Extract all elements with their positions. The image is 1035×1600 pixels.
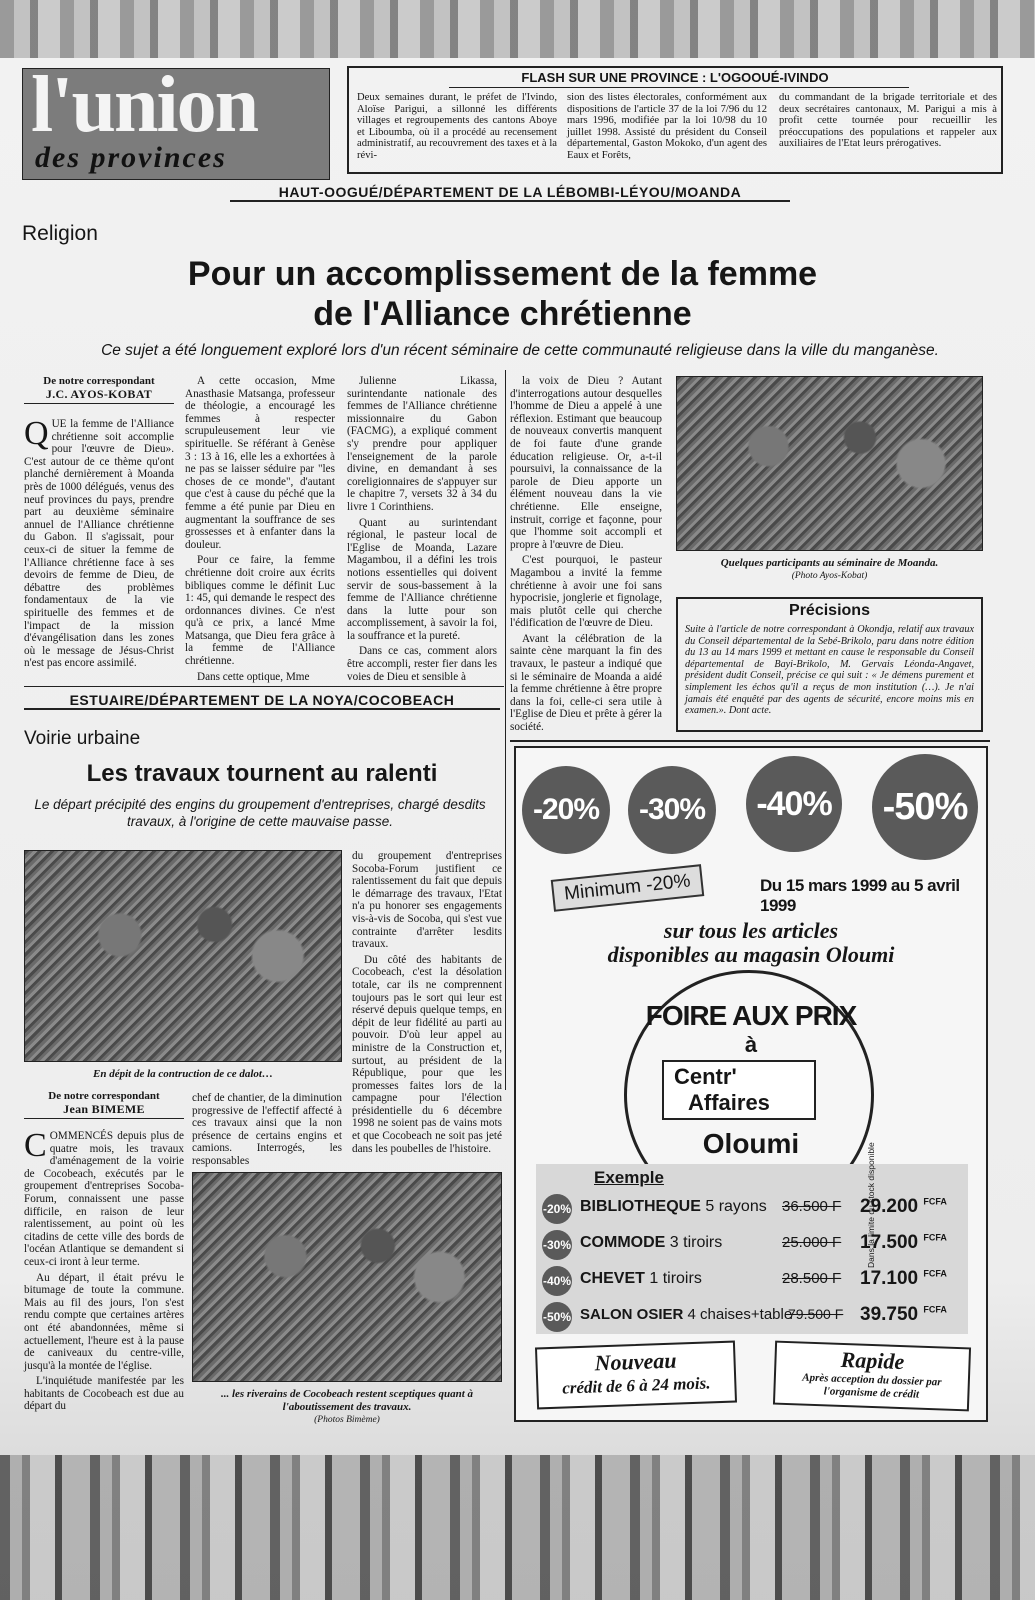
new-price-value: 29.200 [860, 1196, 919, 1217]
item-title: COMMODE [580, 1234, 666, 1251]
travaux-col-3 [352, 850, 502, 1158]
photo-dalot-construction [24, 850, 342, 1062]
byline-label: De notre correspondant [43, 375, 155, 387]
discount-badge-40: -40% [746, 756, 842, 852]
price-row [542, 1302, 972, 1332]
paragraph: Quant au surintendant régional, le pasteur local de l'Eglise de Moanda, Lazare Magambou, il a défini les trois notions essentielles qui doivent servir de sous-bassement à la femme de l'Alliance chrétienne dans la lutte pour son accomplissement, à savoir la foi, la souffrance et la pureté. [347, 516, 497, 642]
item-name [580, 1234, 722, 1252]
caption-seminar [676, 557, 983, 583]
flash-col-1: Deux semaines durant, le préfet de l'Ivindo, Aloïse Parigui, a sillonné les différents villages et regroupements des cantons Aboye et Liboumba, où il a procédé au recensement administratif, au recouvrement des taxes et à la révi- [357, 92, 557, 161]
paragraph [24, 1127, 184, 1269]
new-price-value: 17.100 [860, 1268, 919, 1289]
paragraph: Dans ce cas, comment alors être accompli, rester fier dans les voies de Dieu et sensible à [347, 645, 497, 683]
promo-subtitle-1: sur tous les articles [663, 918, 839, 943]
alliance-col-1-text: UE la femme de l'Alliance chrétienne soit accomplie pour l'œuvre de Dieu». C'est autour de ce thème qu'ont planché dernièrement à Moanda près de 1000 délégués, venus des neuf provinces du pays, prendre part au deuxième séminaire annuel de l'Alliance chrétienne du Gabon. Il s'agissait, pour ceux-ci de situer la femme de l'Alliance chrétienne face à ses devoirs de femme de Dieu, de débattre des problèmes fondamentaux de la vie spirituelle des femmes et de l'impact de la mission d'évangélisation dans les zones où le message de Jésus-Christ n'est pas encore assimilé. [24, 418, 174, 670]
flash-col-2: sion des listes électorales, conformément aux dispositions de l'article 37 de la loi 7/96 du 12 mars 1996, modifiée par la loi 10/98 du 10 juillet 1998. Assisté du président du Conseil départemental, Gaston Mokoko, d'un agent des Eaux et Forêts, [567, 92, 767, 161]
item-name [580, 1306, 792, 1323]
paragraph: Julienne Likassa, surintendante nationale des femmes de l'Alliance chrétienne missionnaire du Gabon (FACMG), a expliqué comment s'y prendre pour appliquer l'enseignement de la parole divine, en demandant à ses coreligionnaires de s'appuyer sur le chapitre 7, versets 32 à 34 du livre 1 Corinthiens. [347, 375, 497, 513]
alliance-col-3 [347, 375, 497, 686]
price-badge: -20% [542, 1194, 572, 1224]
column-rule [505, 370, 506, 1090]
alliance-col-4 [510, 375, 662, 737]
currency: FCFA [923, 1232, 947, 1243]
item-detail: 1 tiroirs [649, 1270, 702, 1287]
store-name-1: Centr' [674, 1064, 737, 1089]
photo-credit: (Photos Bimème) [314, 1415, 380, 1425]
flash-heading: FLASH SUR UNE PROVINCE : L'OGOOUÉ-IVINDO [521, 70, 829, 85]
headline-travaux: Les travaux tournent au ralenti [86, 760, 438, 787]
old-price: 36.500 F [782, 1198, 842, 1215]
photo-seminar-participants [676, 376, 983, 551]
caption-truck [192, 1388, 502, 1427]
price-badge: -40% [542, 1266, 572, 1296]
rubric-religion: Religion [22, 222, 98, 245]
item-title: CHEVET [580, 1270, 645, 1287]
discount-badge-20: -20% [522, 766, 610, 854]
nouveau-label: Nouveau [594, 1347, 677, 1376]
promo-dates: Du 15 mars 1999 au 5 avril 1999 [760, 876, 960, 915]
price-badge: -30% [542, 1230, 572, 1260]
item-detail: 4 chaises+table [687, 1306, 793, 1323]
paragraph: C'est pourquoi, le pasteur Magambou a invité la femme chrétienne à avoir une foi sans hypocrisie, jonglerie et fignolage, mais plutôt celle qui cherche l'édification de l'œuvre de Dieu. [510, 554, 662, 630]
new-price-value: 17.500 [860, 1232, 919, 1253]
store-name-2: Affaires [688, 1090, 770, 1115]
masthead-title: l'union [31, 61, 258, 149]
price-row [542, 1230, 972, 1260]
byline-name: J.C. AYOS-KOBAT [24, 388, 174, 404]
old-price: 25.000 F [782, 1234, 842, 1251]
scan-top-edge [0, 0, 1035, 58]
rubric-voirie: Voirie urbaine [24, 728, 141, 749]
section-bar-moanda: HAUT-OOGUÉ/DÉPARTEMENT DE LA LÉBOMBI-LÉYOU/MOANDA [230, 184, 790, 202]
rapide-text-2: l'organisme de crédit [823, 1385, 920, 1401]
scan-bottom-edge [0, 1455, 1035, 1600]
flash-box [347, 66, 1003, 174]
item-name [580, 1198, 767, 1216]
precisions-text: Suite à l'article de notre correspondant à Okondja, relatif aux travaux du Conseil départemental de la Sebé-Brikolo, paru dans notre édition du 13 au 14 mars 1999 et mettant en cause le responsable du Conseil départemental de Bayi-Brikolo, M. Gervais Léonda-Angavet, président dudit Conseil, précise ce qui suit : « Je démens purement et simplement les échos qu'il a reçus de mon institution (…). Je n'ai jamais été enquêté par des agents de sécurité, encore moins mis en examen.». Dont acte. [685, 624, 974, 717]
precisions-title: Précisions [789, 602, 870, 619]
dropcap-c: C [24, 1127, 47, 1164]
travaux-col-2 [192, 1092, 342, 1171]
dropcap-q: Q [24, 415, 49, 452]
caption-text: ... les riverains de Cocobeach restent sceptiques quant à l'aboutissement des travaux. [220, 1388, 474, 1413]
old-price: 79.500 F [788, 1306, 844, 1322]
caption-dalot: En dépit de la contruction de ce dalot… [93, 1068, 273, 1080]
promo-subtitle-2: disponibles au magasin Oloumi [607, 942, 895, 967]
item-detail: 5 rayons [705, 1198, 767, 1215]
byline-label: De notre correspondant [48, 1090, 160, 1102]
paragraph: Avant la célébration de la sainte cène marquant la fin des travaux, le pasteur a indiqué que si le séminaire de Moanda a aidé la femme chrétienne à être propre dans la foi, celle-ci sera utile à l'Eglise de Dieu et prête à gérer la société. [510, 632, 662, 734]
store-name-3: Oloumi [702, 1128, 800, 1159]
ad-top-rule [510, 740, 990, 742]
byline-name: Jean BIMEME [24, 1103, 184, 1119]
foire-a: à [744, 1032, 758, 1057]
byline-ayos [24, 375, 174, 408]
paragraph: Du côté des habitants de Cocobeach, c'est la désolation totale, car ils ne comprennent toujours pas le sort qui leur est réservé depuis quelque temps, en dépit de leur fidélité au parti au pouvoir. D'où leur appel au ministre de la Construction et, surtout, au président de la République, pour que les promesses faites lors de la campagne pour l'élection présidentielle du 6 décembre 1998 ne soient pas de vains mots et que Cocobeach ne soit pas jeté dans les poubelles de l'histoire. [352, 953, 502, 1155]
standfirst-travaux: Le départ précipité des engins du groupement d'entreprises, chargé desdits travaux, à l'origine de cette mauvaise passe. [34, 797, 486, 829]
section-divider [24, 686, 504, 687]
new-price [860, 1304, 947, 1326]
section-bar-cocobeach: ESTUAIRE/DÉPARTEMENT DE LA NOYA/COCOBEACH [24, 692, 500, 710]
currency: FCFA [923, 1268, 947, 1279]
rapide-box [773, 1341, 971, 1412]
ad-foire-aux-prix [514, 746, 988, 1422]
price-row [542, 1266, 972, 1296]
paragraph-text: OMMENCÉS depuis plus de quatre mois, les travaux d'aménagement de la voirie de Cocobeach, exécutés par le groupement d'entreprises Socoba-Forum, connaissent une passe difficile, en raison de leur ralentissement, au point où les citadins de cette ville des bords de l'océan Atlantique se demandent si ceux-ci iront à leur terme. [24, 1130, 184, 1268]
masthead [22, 61, 330, 180]
paragraph: du groupement d'entreprises Socoba-Forum justifient ce ralentissement du fait que depuis le démarrage des travaux, l'Etat n'a pu honorer ses engagements vis-à-vis de Socoba, qui s'est vue contrainte d'arrêter lesdits travaux. [352, 850, 502, 951]
price-row [542, 1194, 972, 1224]
headline-alliance-1: Pour un accomplissement de la femme [187, 255, 818, 293]
rapide-text-1: Après acception du dossier par [802, 1371, 942, 1389]
item-name [580, 1270, 702, 1288]
old-price: 28.500 F [782, 1270, 842, 1287]
new-price [860, 1268, 947, 1290]
price-badge: -50% [542, 1302, 572, 1332]
item-title: SALON OSIER [580, 1306, 684, 1323]
paragraph: Dans cette optique, Mme [197, 670, 310, 683]
standfirst-alliance: Ce sujet a été longuement exploré lors d'un récent séminaire de cette communauté religieuse dans la ville du manganèse. [101, 342, 939, 359]
credit-label: crédit de 6 à 24 mois. [561, 1373, 711, 1398]
currency: FCFA [923, 1196, 947, 1207]
credit-box [535, 1341, 737, 1410]
exemple-label: Exemple [594, 1168, 664, 1187]
alliance-col-2 [185, 375, 335, 686]
paragraph: Au départ, il était prévu le bitumage de toute la commune. Mais au fil des jours, l'on s'est rendu compte que certaines artères ont été abandonnées, même si actuellement, l'heure est à la pause de caniveaux du centre-ville, jusqu'à la montée de l'église. [24, 1271, 184, 1372]
photo-credit: (Photo Ayos-Kobat) [791, 571, 868, 581]
byline-bimeme [24, 1090, 184, 1123]
stock-note: Dans la limite du stock disponible [866, 1142, 876, 1268]
travaux-col-1 [24, 1127, 184, 1416]
minimum-stamp: Minimum -20% [551, 864, 704, 912]
discount-badge-30: -30% [628, 766, 716, 854]
alliance-col-1 [24, 415, 174, 670]
paragraph: A cette occasion, Mme Anasthasie Matsanga, professeur de théologie, a encouragé les femmes à respecter scrupuleusement leur vie spirituelle. Se référant à Genèse 3 : 13 à 16, elle les a exhortées à ne pas se laisser séduire par "les choses de ce monde", d'autant que c'est à cause du péché que la femme a été punie par Dieu en augmentant la souffrance de ses grossesses et à enfanter dans la douleur. [185, 375, 335, 551]
store-logo [662, 1060, 816, 1120]
paragraph: chef de chantier, de la diminution progressive de l'effectif affecté à ces travaux ainsi que la non présence de certains engins et camions. Interrogés, les responsables [192, 1092, 342, 1167]
masthead-subtitle: des provinces [35, 141, 227, 174]
caption-text: Quelques participants au séminaire de Moanda. [720, 557, 939, 569]
headline-alliance-2: de l'Alliance chrétienne [313, 295, 692, 333]
rapide-label: Rapide [840, 1346, 905, 1375]
item-title: BIBLIOTHEQUE [580, 1198, 701, 1215]
new-price-value: 39.750 [860, 1304, 919, 1325]
precisions-box [676, 597, 983, 732]
discount-badge-50: -50% [872, 754, 978, 860]
paragraph: la voix de Dieu ? Autant d'interrogations autour desquelles l'homme de Dieu a appelé à une réflexion. Estimant que beaucoup de nouveaux convertis manquent de foi faute d'une grande éducation religieuse. Or, a-t-il poursuivi, la connaissance de la parole de Dieu apporte un élément nouveau dans la vie chrétienne. Elle enseigne, instruit, corrige et façonne, pour que l'homme soit accompli et propre à l'œuvre de Dieu. [510, 375, 662, 551]
paragraph: Pour ce faire, la femme chrétienne doit croire aux écrits bibliques comme le définit Luc 1: 45, qui demande le respect des ordonnances divines. Ce n'est qu'à ce prix, a lancé Mme Matsanga, que Dieu fera grâce à la femme de l'Alliance chrétienne. [185, 554, 335, 668]
item-detail: 3 tiroirs [669, 1234, 723, 1251]
flash-col-3: du commandant de la brigade territoriale et des deux secrétaires cantonaux, M. Parigui a mis à profit cette tournée pour recueillir les préoccupations des populations et rappeler aux auxiliaires de l'Etat leurs prérogatives. [779, 92, 997, 150]
currency: FCFA [923, 1304, 947, 1315]
paragraph: L'inquiétude manifestée par les habitants de Cocobeach est due au départ du [24, 1375, 184, 1413]
photo-truck [192, 1172, 502, 1382]
foire-title: FOIRE AUX PRIX [645, 1000, 857, 1031]
